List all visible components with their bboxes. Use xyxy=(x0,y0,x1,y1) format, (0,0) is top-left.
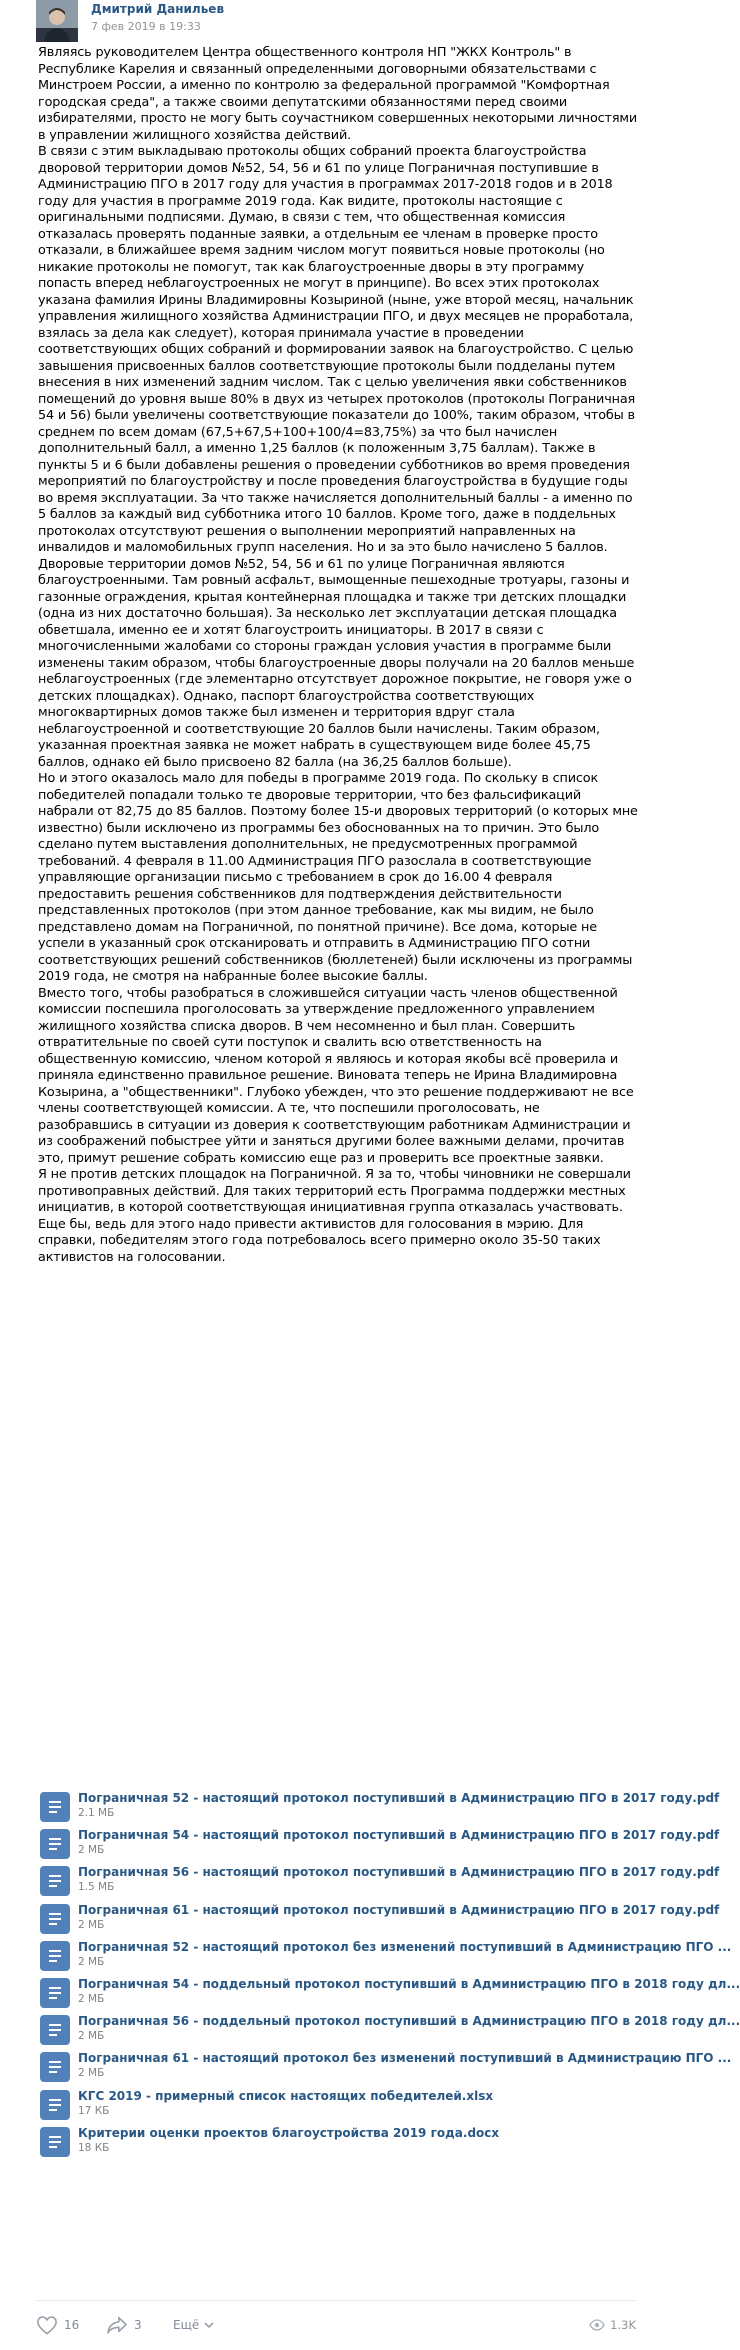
heart-icon xyxy=(36,2315,58,2335)
document-attachment[interactable] xyxy=(36,1902,720,1939)
document-attachment[interactable] xyxy=(36,1939,732,1976)
document-attachment[interactable] xyxy=(36,1827,720,1864)
post-paragraph: Вместо того, чтобы разобраться в сложившейся ситуации часть членов общественной комиссии поспешила проголосовать за утверждение предложенного управлением жилищного хозяйства списка дворов. В чем несомненно и был план. Совершить отвратительные по своей сути поступок и свалить всю ответственность на общественную комиссию, членом которой я являюсь и которая якобы всё проверила и приняла единственно правильное решение. Виновата теперь не Ирина Владимировна Козырина, а "общественники". Глубоко убежден, что это решение поддерживают не все члены соответствующей комиссии. А те, что поспешили проголосовать, не разобравшись в ситуации из доверия к соответствующим работникам Администрации и из соображений побыстрее уйти и заняться другими более важными делами, прочитав это, примут решение собрать комиссию еще раз и проверить все проектные заявки. xyxy=(38,985,634,1166)
post-paragraph: В связи с этим выкладываю протоколы общих собраний проекта благоустройства дворовой территории домов №52, 54, 56 и 61 по улице Пограничная поступившие в Администрацию ПГО в 2017 году для участия в программах 2017-2018 годов и в 2018 году для участия в программе 2019 года. Как видите, протоколы настоящие с оригинальными подписями. Думаю, в связи с тем, что общественная комиссия отказалась проверять поданные заявки, а отдельным ее членам в проверке просто отказали, в ближайшее время задним числом могут появиться новые протоколы (но никакие протоколы не помогут, так как благоустроенные дворы в эту программу попасть вперед неблагоустроенных не могут в принципе). Во всех этих протоколах указана фамилия Ирины Владимировны Козыриной (ныне, уже второй месяц, начальник управления жилищного хозяйства Администрации ПГО, и двух месяцев не проработала, взялась за дела как следует), которая принимала участие в проведении соответствующих общих собраний и формировании заявок на благоустройство. С целью завышения присвоенных баллов соответствующие протоколы были подделаны путем внесения в них изменений задним числом. Так с целью увеличения явки собственников помещений до уровня выше 80% в двух из четырех протоколов (протоколы Пограничная 54 и 56) были увеличены соответствующие показатели до 100%, таким образом, чтобы в среднем по всем домам (67,5+67,5+100+100/4=83,75%) за что был начислен дополнительный балл, а именно 1,25 баллов (к положенным 3,75 баллам). Также в пункты 5 и 6 были добавлены решения о проведении субботников во время проведения мероприятий по благоустройству и после проведения благоустройства в будущие годы во время эксплуатации. За что также начисляется дополнительный баллы - а именно по 5 баллов за каждый вид субботника итого 10 баллов. Кроме того, даже в поддельных протоколах отсутствуют решения о выполнении мероприятий направленных на инвалидов и маломобильных групп населения. Но и за это было начислено 5 баллов. Дворовые территории домов №52, 54, 56 и 61 по улице Пограничная являются благоустроенными. Там ровный асфальт, вымощенные пешеходные тротуары, газоны и газонные ограждения, крытая контейнерная площадка и также три детских площадки (одна из них достаточно большая). За несколько лет эксплуатации детская площадка обветшала, именно ее и хотят благоустроить инициаторы. В 2017 в связи с многочисленными жалобами со стороны граждан условия участия в программе были изменены таким образом, чтобы благоустроенные дворы получали на 20 баллов меньше неблагоустроенных (где элементарно отсутствует дорожное покрытие, не говоря уже о детских площадках). Однако, паспорт благоустройства соответствующих многоквартирных домов также был изменен и территория вдруг стала неблагоустроенной и соответствующие 20 баллов были начислены. Таким образом, указанная проектная заявка не может набрать в существующем виде более 45,75 баллов, однако ей было присвоено 82 балла (на 36,25 баллов больше). xyxy=(38,144,636,770)
post-paragraph: Я не против детских площадок на Пограничной. Я за то, чтобы чиновники не совершали противоправных действий. Для таких территорий есть Программа поддержки местных инициатив, в которой соответствующая инициативная группа отказалась участвовать. Еще бы, ведь для этого надо привести активистов для голосования в мэрию. Для справки, победителям этого года потребовалось всего примерно около 35-50 таких активистов на голосовании. xyxy=(38,1167,631,1265)
document-icon xyxy=(40,2015,70,2045)
share-count: 3 xyxy=(134,2318,142,2332)
document-size: 2 МБ xyxy=(78,1992,105,2005)
document-icon xyxy=(40,1792,70,1822)
document-size: 2 МБ xyxy=(78,1918,105,1931)
document-size: 2 МБ xyxy=(78,1955,105,1968)
document-name-link[interactable]: Пограничная 56 - поддельный протокол поступивший в Администрацию ПГО в 2018 году дл... xyxy=(78,2014,740,2029)
post-paragraph: Являясь руководителем Центра общественного контроля НП "ЖКХ Контроль" в Республике Карелия и связанный определенными договорными обязательствами с Минстроем России, а именно по контролю за федеральной программой "Комфортная городская среда", а также своими депутатскими обязанностями перед своими избирателями, просто не могу быть соучастником совершенных некоторыми личностями в управлении жилищного хозяйства действий. xyxy=(38,45,638,143)
author-name-link[interactable]: Дмитрий Данильев xyxy=(91,2,225,16)
post-date-link[interactable]: 7 фев 2019 в 19:33 xyxy=(91,20,201,33)
document-name-link[interactable]: Пограничная 52 - настоящий протокол поступивший в Администрацию ПГО в 2017 году.pdf xyxy=(78,1791,720,1805)
document-icon xyxy=(40,2127,70,2157)
attachments-list xyxy=(36,1790,740,2162)
document-attachment[interactable] xyxy=(36,2125,636,2162)
post-header xyxy=(36,0,636,40)
document-size: 2 МБ xyxy=(78,1844,105,1857)
document-name-link[interactable]: Пограничная 52 - настоящий протокол без изменений поступивший в Администрацию ПГО ... xyxy=(78,1939,732,1954)
views-count: 1.3K xyxy=(610,2318,636,2332)
like-count: 16 xyxy=(64,2318,80,2332)
document-name-link[interactable]: Пограничная 54 - настоящий протокол поступивший в Администрацию ПГО в 2017 году.pdf xyxy=(78,1828,720,1843)
document-name-link[interactable]: Пограничная 56 - настоящий протокол поступивший в Администрацию ПГО в 2017 году.pdf xyxy=(78,1865,720,1880)
user-photo-icon xyxy=(36,0,78,42)
document-attachment[interactable] xyxy=(36,1790,720,1827)
more-label: Ещё xyxy=(173,2318,200,2332)
document-size: 2.1 МБ xyxy=(78,1807,115,1819)
document-icon xyxy=(40,1866,70,1896)
document-icon xyxy=(40,1904,70,1934)
document-size: 2 МБ xyxy=(78,2067,105,2080)
document-name-link[interactable]: Критерии оценки проектов благоустройства 2019 года.docx xyxy=(78,2125,500,2140)
share-button[interactable] xyxy=(106,2315,142,2335)
eye-icon xyxy=(589,2319,605,2331)
document-size: 17 КБ xyxy=(78,2104,110,2117)
post-actions-bar xyxy=(36,2300,636,2341)
document-icon xyxy=(40,1829,70,1859)
document-attachment[interactable] xyxy=(36,2013,740,2050)
post-text xyxy=(38,45,638,1266)
document-size: 2 МБ xyxy=(78,2030,105,2043)
views-counter xyxy=(589,2315,636,2335)
document-attachment[interactable] xyxy=(36,1864,720,1901)
document-icon xyxy=(40,1941,70,1971)
like-button[interactable] xyxy=(36,2315,79,2335)
more-menu-button[interactable] xyxy=(173,2315,215,2335)
post-paragraph: Но и этого оказалось мало для победы в программе 2019 года. По скольку в список победителей попадали только те дворовые территории, что без фальсификаций набрали от 82,75 до 85 баллов. Поэтому более 15-и дворовых территорий (о которых мне известно) были исключено из программы без обоснованных на то причин. Это было сделано путем выставления дополнительных, не предусмотренных программой требований. 4 февраля в 11.00 Администрация ПГО разослала в соответствующие управляющие организации письмо с требованием в срок до 16.00 4 февраля предоставить решения собственников для подтверждения действительности представленных протоколов (при этом данное требование, как мы видим, не было представлено домам на Пограничной, по понятной причине). Все дома, которые не успели в указанный срок отсканировать и отправить в Администрацию ПГО сотни соответствующих решений собственников (бюллетеней) были исключены из программы 2019 года, не смотря на набранные более высокие баллы. xyxy=(38,771,638,984)
share-arrow-icon xyxy=(106,2315,128,2335)
document-icon xyxy=(40,2052,70,2082)
document-attachment[interactable] xyxy=(36,1976,740,2013)
document-name-link[interactable]: КГС 2019 - примерный список настоящих победителей.xlsx xyxy=(78,2088,494,2103)
document-icon xyxy=(40,2090,70,2120)
document-attachment[interactable] xyxy=(36,2088,636,2125)
document-attachment[interactable] xyxy=(36,2050,732,2087)
avatar[interactable] xyxy=(36,0,78,42)
document-icon xyxy=(40,1978,70,2008)
chevron-down-icon xyxy=(203,2319,215,2331)
document-name-link[interactable]: Пограничная 54 - поддельный протокол поступивший в Администрацию ПГО в 2018 году дл... xyxy=(78,1976,740,1991)
document-name-link[interactable]: Пограничная 61 - настоящий протокол поступивший в Администрацию ПГО в 2017 году.pdf xyxy=(78,1902,720,1917)
document-size: 1.5 МБ xyxy=(78,1881,115,1894)
document-size: 18 КБ xyxy=(78,2141,110,2154)
document-name-link[interactable]: Пограничная 61 - настоящий протокол без изменений поступивший в Администрацию ПГО ... xyxy=(78,2051,732,2066)
